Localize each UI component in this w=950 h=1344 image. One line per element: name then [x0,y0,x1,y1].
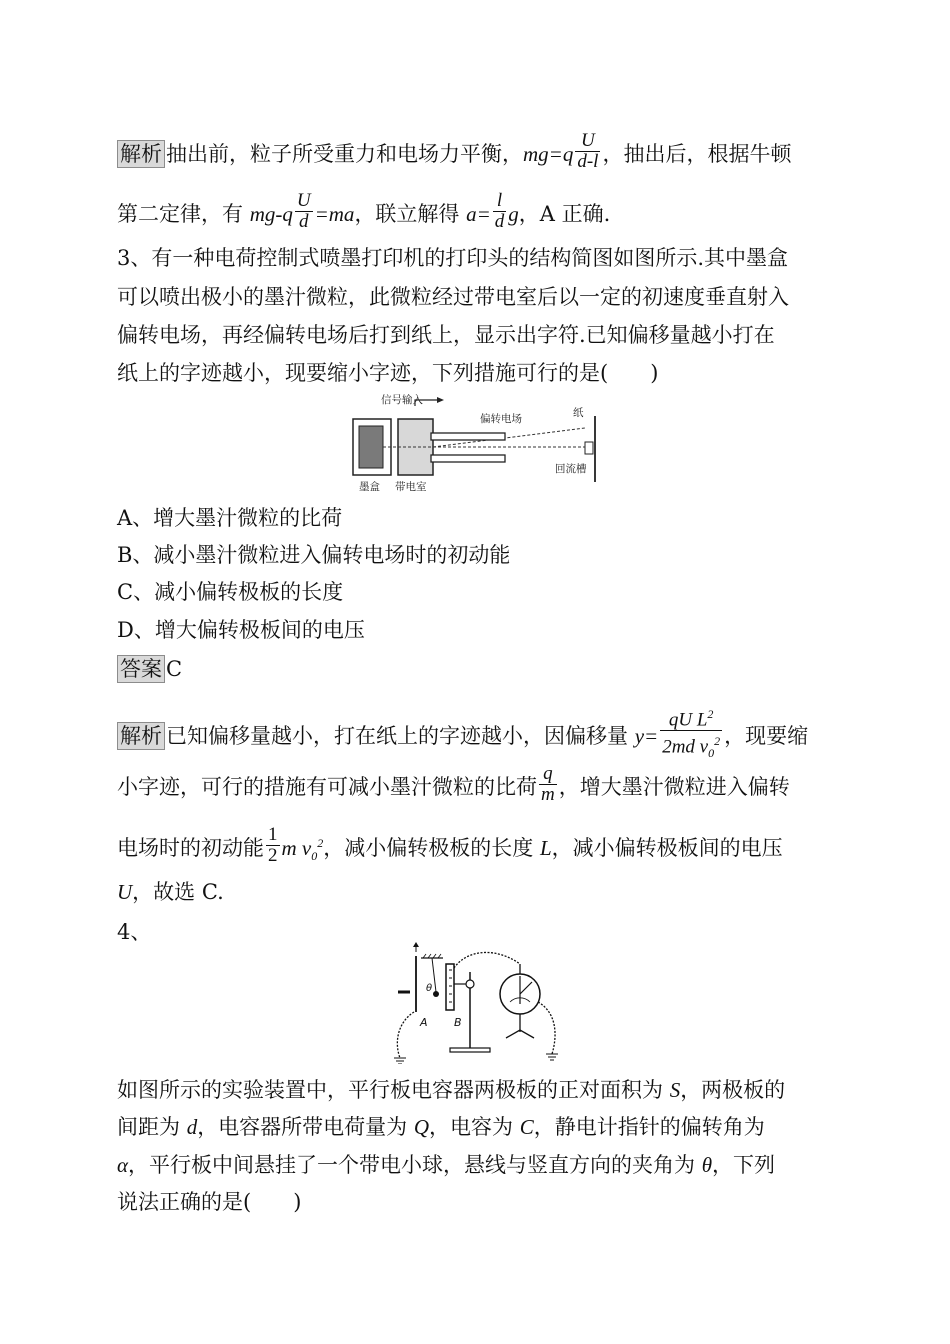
fraction-numerator: l [496,190,503,211]
theta-label: θ [426,983,433,994]
q3-answer-line [117,654,182,684]
fraction-numerator: q [543,763,553,784]
fraction [539,764,557,805]
suspension-thread [432,958,436,992]
variable-c: C [519,1115,534,1139]
text: ，现要缩 [724,724,809,749]
option-a: A、增大墨汁微粒的比荷 [117,506,343,530]
text: ，抽出后，根据牛顿 [602,142,792,166]
text: ，减小偏转极板间的电压 [551,836,783,860]
coiled-wire-right [538,1002,555,1054]
analysis-tag: 解析 [117,140,165,168]
inkjet-printhead-figure [345,392,605,497]
mv-text: m v [281,836,312,860]
option-d: D、增大偏转极板间的电压 [117,618,365,642]
answer-value: C [166,657,183,681]
fraction-numerator [660,704,722,730]
text: ，增大墨汁微粒进入偏转 [558,775,790,799]
deflection-field-label: 偏转电场 [480,413,522,425]
text: 已知偏移量越小，打在纸上的字迹越小，因偏移量 [166,724,635,749]
charge-room-label: 带电室 [395,481,427,493]
option-b: B、减小墨汁微粒进入偏转电场时的初动能 [117,543,511,567]
text: 第二定律，有 [117,202,250,226]
variable-d: d [186,1115,198,1139]
return-tank-label: 回流槽 [555,463,587,475]
fraction [493,191,507,232]
q3-stem-line-2: 可以喷出极小的墨汁微粒，此微粒经过带电室后以一定的初速度垂直射入 [117,285,789,309]
option-c: C、减小偏转极板的长度 [117,580,344,604]
velocity-subscript: 0 [311,849,318,864]
q3-stem-line-1: 3、有一种电荷控制式喷墨打印机的打印头的结构简图如图所示.其中墨盒 [117,246,789,270]
denominator-exponent: 2 [714,734,721,749]
variable-theta: θ [701,1153,713,1177]
upper-deflection-plate [431,433,505,440]
text: 如图所示的实验装置中，平行板电容器两极板的正对面积为 [117,1078,670,1102]
text: 间距为 [117,1115,187,1139]
coiled-wire-left [397,1012,414,1058]
fraction-denominator: d [494,211,505,232]
ink-box-label: 墨盒 [359,481,380,493]
formula-lhs: mg-q [249,202,293,226]
text: 电场时的初动能 [117,836,264,860]
text: ，电容器所带电荷量为 [197,1115,414,1139]
q2-analysis-line-1 [117,130,792,176]
variable-u: U [117,880,133,904]
text: ，下列 [712,1153,776,1177]
denominator-subscript: 0 [708,746,715,761]
fraction [575,131,600,172]
text: 说法正确的是( ) [117,1190,302,1214]
fraction [660,704,722,763]
formula-rhs: =ma [314,202,355,226]
q4-stem-line-1 [117,1075,785,1105]
velocity-exponent: 2 [317,836,324,850]
ink-reservoir [359,426,383,468]
capacitor-electrometer-figure [388,942,568,1064]
formula-lhs: mg=q [523,142,574,166]
signal-arrow-icon [437,397,444,403]
up-arrow-icon [413,942,419,947]
fraction-denominator: d [295,211,313,232]
q3-analysis-line-3 [117,824,783,871]
analysis-tag: 解析 [117,722,165,750]
ground-left-icon [394,1058,406,1064]
text: ，电容为 [429,1115,520,1139]
text: ，A 正确. [518,202,611,226]
q4-stem-line-3 [117,1150,775,1180]
q3-stem-line-4: 纸上的字迹越小，现要缩小字迹，下列措施可行的是( ) [117,361,659,385]
variable-alpha: α [117,1153,129,1177]
lower-deflection-plate [431,455,505,462]
q3-analysis-line-1 [117,708,808,767]
q2-analysis-line-2 [117,190,611,236]
coiled-wire-top [454,952,520,968]
fraction-denominator: m [541,784,555,805]
fraction-numerator: U [581,130,595,151]
text: ，平行板中间悬挂了一个带电小球，悬线与竖直方向的夹角为 [128,1153,702,1177]
stand-clamp [466,980,474,988]
numerator-text: qU L [668,709,708,731]
label-b: B [454,1016,462,1029]
charged-ball [433,991,439,997]
signal-input-label: 信号输入 [381,394,423,406]
denominator-text: 2md v [662,736,709,758]
text: ，两极板的 [680,1078,786,1102]
formula-lhs: y= [634,724,659,749]
formula-lhs: a= [466,202,491,226]
q4-number: 4、 [117,920,152,944]
fraction-numerator: U [296,190,311,211]
text: ，静电计指针的偏转角为 [533,1115,765,1139]
answer-tag: 答案 [117,655,165,683]
text: ，联立解得 [354,202,467,226]
text: 小字迹，可行的措施有可减小墨汁微粒的比荷 [117,775,537,799]
fraction-numerator: 1 [268,824,278,845]
stand-base [450,1048,490,1052]
q4-stem-line-4 [117,1187,301,1217]
text: ，故选 C. [132,880,224,904]
fraction-denominator: 2 [268,845,278,866]
fraction-denominator [660,730,722,763]
numerator-exponent: 2 [707,707,714,721]
q3-analysis-line-4 [117,877,224,907]
q3-analysis-line-2 [117,763,790,809]
text: ，减小偏转极板的长度 [323,836,540,860]
variable-q: Q [413,1115,430,1139]
plate-b [446,964,454,1010]
fraction [295,191,313,232]
return-tank-shape [585,442,593,454]
q3-stem-line-3: 偏转电场，再经偏转电场后打到纸上，显示出字符.已知偏移量越小打在 [117,323,775,347]
variable-s: S [669,1078,681,1102]
fraction [266,825,280,866]
variable-l: L [539,836,552,860]
text: 抽出前，粒子所受重力和电场力平衡， [166,142,523,166]
q4-stem-line-2 [117,1112,765,1142]
formula-rhs: g [508,202,519,226]
label-a: A [420,1016,428,1029]
paper-label: 纸 [573,407,584,419]
fraction-denominator: d-l [577,151,599,172]
ground-right-icon [546,1054,558,1060]
kinetic-energy-term [281,836,324,864]
